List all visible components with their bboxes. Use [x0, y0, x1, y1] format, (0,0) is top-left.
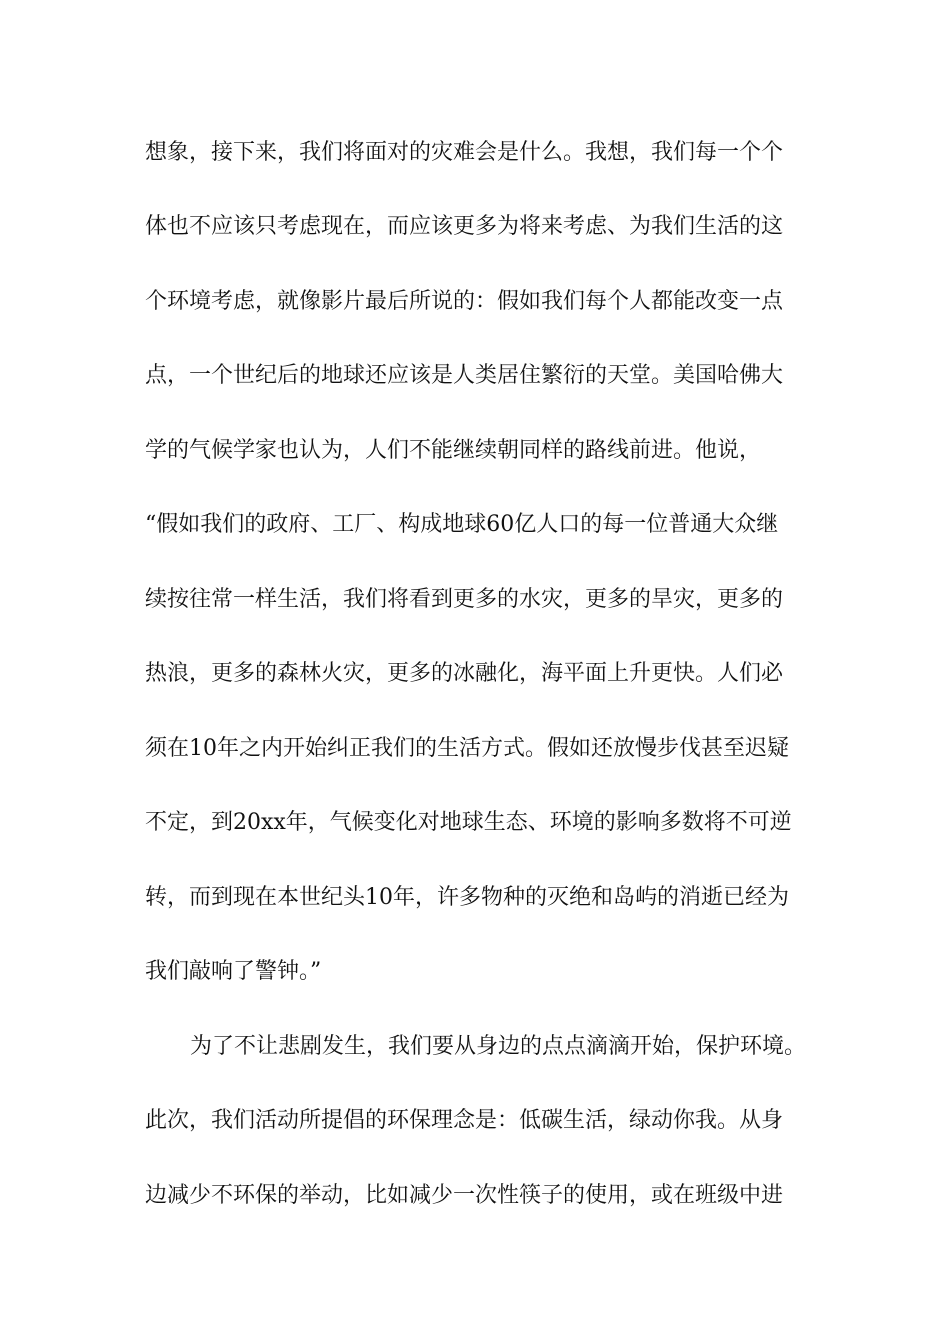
text-line-11: 转，而到现在本世纪头10年，许多物种的灭绝和岛屿的消逝已经为 — [145, 885, 789, 910]
text-line-15: 边减少不环保的举动，比如减少一次性筷子的使用，或在班级中进 — [145, 1183, 784, 1208]
text-line-5: 学的气候学家也认为，人们不能继续朝同样的路线前进。他说， — [145, 438, 762, 463]
text-line-6: “假如我们的政府、工厂、构成地球60亿人口的每一位普通大众继 — [145, 512, 779, 537]
text-line-8: 热浪，更多的森林火灾，更多的冰融化，海平面上升更快。人们必 — [145, 661, 784, 686]
text-line-3: 个环境考虑，就像影片最后所说的：假如我们每个人都能改变一点 — [145, 289, 784, 314]
text-line-1: 想象，接下来，我们将面对的灾难会是什么。我想，我们每一个个 — [145, 140, 784, 165]
text-line-9: 须在10年之内开始纠正我们的生活方式。假如还放慢步伐甚至迟疑 — [145, 736, 789, 761]
text-line-7: 续按往常一样生活，我们将看到更多的水灾，更多的旱灾，更多的 — [145, 587, 784, 612]
text-line-2: 体也不应该只考虑现在，而应该更多为将来考虑、为我们生活的这 — [145, 214, 784, 239]
text-line-4: 点，一个世纪后的地球还应该是人类居住繁衍的天堂。美国哈佛大 — [145, 363, 784, 388]
text-line-10: 不定，到20xx年，气候变化对地球生态、环境的影响多数将不可逆 — [145, 810, 792, 835]
text-line-12: 我们敲响了警钟。” — [145, 959, 322, 984]
text-line-13: 为了不让悲剧发生，我们要从身边的点点滴滴开始，保护环境。 — [190, 1034, 807, 1059]
text-line-14: 此次，我们活动所提倡的环保理念是：低碳生活，绿动你我。从身 — [145, 1108, 784, 1133]
